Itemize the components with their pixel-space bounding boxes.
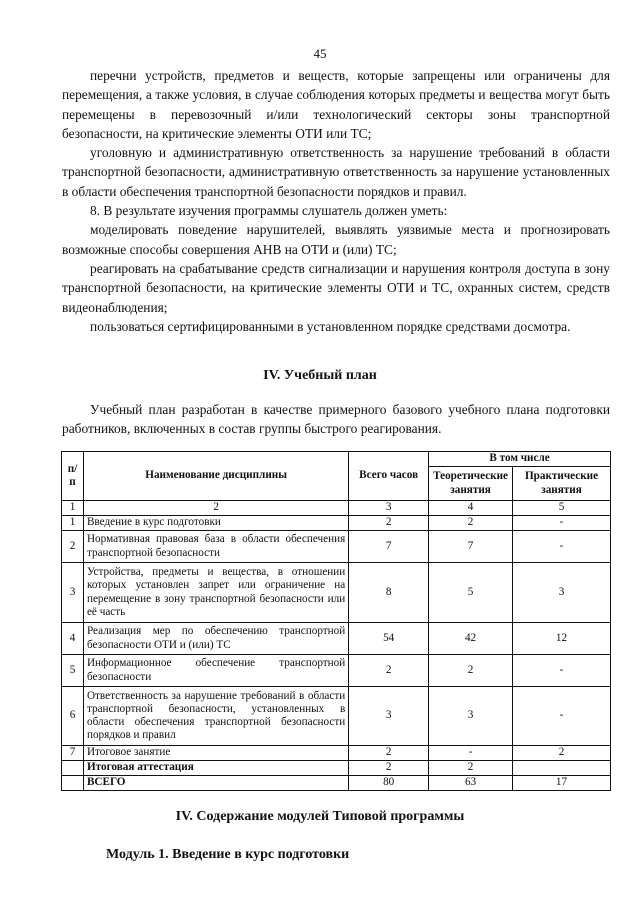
row-num: 1: [62, 516, 84, 531]
header-num: п/п: [62, 452, 84, 501]
intro-paragraph: Учебный план разработан в качестве примерного базового учебного плана подготовки работников, включенных в состав группы быстрого реагирования.: [62, 402, 610, 437]
empty-cell: [62, 761, 84, 776]
paragraph: моделировать поведение нарушителей, выявлять уязвимые места и прогнозировать возможные способы совершения АНВ на ОТИ и (или) ТС;: [62, 222, 610, 257]
row-name: Ответственность за нарушение требований в области транспортной безопасности, установленных в области обеспечения транспортной безопасности порядков и правил: [83, 687, 348, 746]
row-theory: 2: [429, 655, 513, 687]
total-theory: 63: [429, 776, 513, 791]
row-total: 8: [349, 563, 429, 623]
module-title: Модуль 1. Введение в курс подготовки: [106, 847, 350, 862]
table-row: [62, 746, 611, 761]
table-row: [62, 623, 611, 655]
total-row: [62, 776, 611, 791]
total-name: ВСЕГО: [83, 776, 348, 791]
header-name: Наименование дисциплины: [83, 452, 348, 501]
column-number-row: [62, 501, 611, 516]
row-num: 4: [62, 623, 84, 655]
row-practice: 2: [513, 746, 611, 761]
header-including: В том числе: [429, 452, 611, 467]
row-name: Нормативная правовая база в области обеспечения транспортной безопасности: [83, 531, 348, 563]
row-total: 2: [349, 516, 429, 531]
row-practice: -: [513, 516, 611, 531]
row-num: 5: [62, 655, 84, 687]
table-row: [62, 655, 611, 687]
attestation-name: Итоговая аттестация: [83, 761, 348, 776]
attestation-theory: 2: [429, 761, 513, 776]
row-num: 6: [62, 687, 84, 746]
empty-cell: [62, 776, 84, 791]
row-name: Итоговое занятие: [83, 746, 348, 761]
attestation-practice: [513, 761, 611, 776]
row-theory: -: [429, 746, 513, 761]
body-text: [62, 66, 610, 336]
col-number: 1: [62, 501, 84, 516]
col-number: 5: [513, 501, 611, 516]
row-name: Введение в курс подготовки: [83, 516, 348, 531]
row-total: 54: [349, 623, 429, 655]
total-practice: 17: [513, 776, 611, 791]
row-total: 2: [349, 655, 429, 687]
row-name: Информационное обеспечение транспортной безопасности: [83, 655, 348, 687]
attestation-total: 2: [349, 761, 429, 776]
section2-title: IV. Содержание модулей Типовой программы: [175, 809, 465, 824]
row-num: 2: [62, 531, 84, 563]
paragraph: перечни устройств, предметов и веществ, которые запрещены или ограничены для перемещения, а также условия, в случае соблюдения которых предметы и вещества могут быть перемещены в перевозочный и/или технологический секторы зоны транспортной безопасности, на критические элементы ОТИ или ТС;: [62, 68, 610, 141]
row-name: Реализация мер по обеспечению транспортной безопасности ОТИ и (или) ТС: [83, 623, 348, 655]
row-practice: -: [513, 687, 611, 746]
row-name: Устройства, предметы и вещества, в отношении которых установлен запрет или ограничение на перемещение в зону транспортной безопасности или её часть: [83, 563, 348, 623]
col-number: 4: [429, 501, 513, 516]
page-number: 45: [313, 46, 327, 61]
row-theory: 2: [429, 516, 513, 531]
attestation-row: [62, 761, 611, 776]
paragraph: 8. В результате изучения программы слушатель должен уметь:: [90, 203, 448, 219]
table-row: [62, 531, 611, 563]
table-row: [62, 563, 611, 623]
table-row: [62, 687, 611, 746]
curriculum-table: [61, 451, 611, 791]
row-total: 2: [349, 746, 429, 761]
table-row: [62, 516, 611, 531]
row-total: 7: [349, 531, 429, 563]
row-practice: 12: [513, 623, 611, 655]
row-theory: 42: [429, 623, 513, 655]
col-number: 2: [83, 501, 348, 516]
row-practice: -: [513, 531, 611, 563]
header-total: Всего часов: [349, 452, 429, 501]
header-practice: Практические занятия: [513, 467, 611, 501]
section-title: IV. Учебный план: [263, 368, 377, 383]
paragraph: реагировать на срабатывание средств сигнализации и нарушения контроля доступа в зону транспортной безопасности, на критические элементы ОТИ и ТС, охранных систем, средств видеонаблюдения;: [62, 260, 610, 315]
row-num: 7: [62, 746, 84, 761]
col-number: 3: [349, 501, 429, 516]
row-num: 3: [62, 563, 84, 623]
row-total: 3: [349, 687, 429, 746]
paragraph: уголовную и административную ответственность за нарушение требований в области транспортной безопасности, административную ответственность за нарушение установленных в области обеспечения транспортной безопасности порядков и правил.: [62, 145, 610, 199]
row-practice: 3: [513, 563, 611, 623]
row-theory: 3: [429, 687, 513, 746]
row-theory: 7: [429, 531, 513, 563]
header-theory: Теоретические занятия: [429, 467, 513, 501]
paragraph: пользоваться сертифицированными в установленном порядке средствами досмотра.: [90, 318, 571, 334]
row-theory: 5: [429, 563, 513, 623]
total-hours: 80: [349, 776, 429, 791]
row-practice: -: [513, 655, 611, 687]
